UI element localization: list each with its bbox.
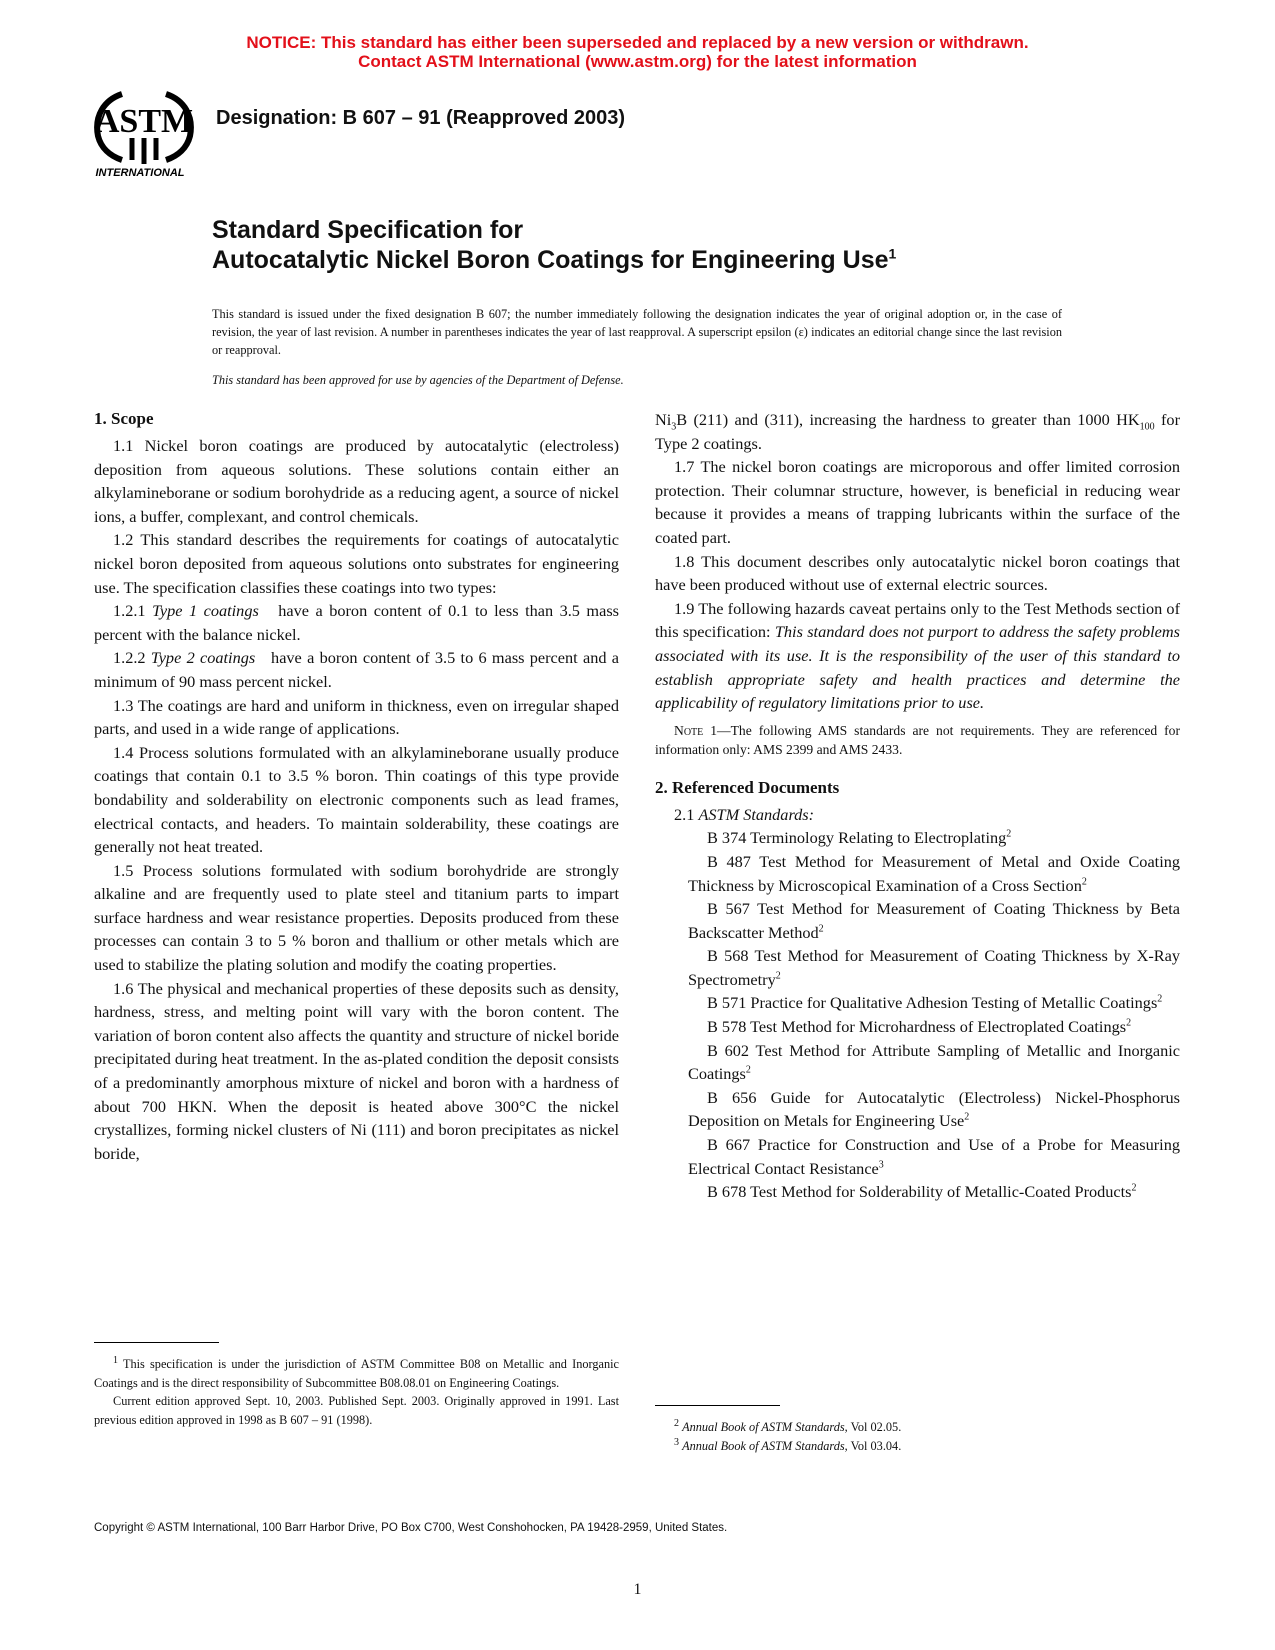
para-1-9-lead: 1.9 The following hazards caveat pertains only to the Test Methods section of this specification:: [655, 598, 1180, 642]
note-1: [655, 721, 1180, 759]
ref-footnote-mark[interactable]: 2: [964, 1112, 970, 1124]
title-text: Autocatalytic Nickel Boron Coatings for Engineering Use: [212, 246, 889, 274]
ref-text: B 567 Test Method for Measurement of Coating Thickness by Beta Backscatter Method: [688, 899, 1180, 942]
left-column: [94, 408, 619, 1165]
footnote-3-mark: 3: [674, 1436, 679, 1448]
ref-footnote-mark[interactable]: 2: [1131, 1182, 1137, 1194]
ref-text: B 667 Practice for Construction and Use of a Probe for Measuring Electrical Contact Resistance: [688, 1135, 1180, 1178]
para-1-2-2: [94, 646, 619, 693]
referenced-documents-heading: 2. Referenced Documents: [655, 777, 840, 797]
sub-label: ASTM Standards:: [698, 804, 815, 824]
hk-subscript: 100: [1139, 421, 1155, 433]
ref-text: B 578 Test Method for Microhardness of Electroplated Coatings: [707, 1017, 1127, 1037]
footnote-divider-left: [94, 1342, 219, 1343]
ref-footnote-mark[interactable]: 2: [818, 923, 824, 935]
copyright-line: Copyright © ASTM International, 100 Barr Harbor Drive, PO Box C700, West Conshohocken, PA 19428-2959, United States.: [94, 1522, 728, 1534]
ref-text: B 678 Test Method for Solderability of Metallic-Coated Products: [707, 1182, 1132, 1202]
sub-num: 2.1: [674, 804, 695, 824]
astm-standards-subheading: [655, 803, 1180, 827]
para-1-2: 1.2 This standard describes the requirements for coatings of autocatalytic nickel boron deposited from aqueous solutions onto substrates for engineering use. The specification classifies these coatings into two types:: [94, 530, 619, 597]
note-text: 1—The following AMS standards are not requirements. They are referenced for information only: AMS 2399 and AMS 2433.: [655, 722, 1180, 757]
reference-item: [674, 991, 1180, 1015]
scope-heading: 1. Scope: [94, 409, 154, 428]
footnotes-left: [94, 1355, 619, 1429]
astm-logo-mark: [92, 86, 196, 180]
footnote-1-edition: Current edition approved Sept. 10, 2003. Published Sept. 2003. Originally approved in 1991. Last previous edition approved in 1998 as B 607 – 91 (1998).: [94, 1394, 619, 1427]
continued-end: for Type 2 coatings.: [655, 410, 1180, 453]
note-label: Note: [674, 722, 704, 738]
footnote-2-title: Annual Book of ASTM Standards: [682, 1420, 845, 1434]
document-title: [212, 215, 896, 275]
reference-item: [674, 1015, 1180, 1039]
astm-logo: [92, 86, 196, 180]
para-1-2-2-term: Type 2 coatings: [150, 648, 256, 668]
title-line-2: [212, 245, 896, 275]
ref-text: B 571 Practice for Qualitative Adhesion Testing of Metallic Coatings: [707, 993, 1158, 1013]
para-1-9: [655, 597, 1180, 715]
title-footnote-ref[interactable]: 1: [888, 245, 897, 262]
footnote-2-mark: 2: [674, 1417, 679, 1429]
ref-footnote-mark[interactable]: 3: [878, 1159, 884, 1171]
designation: Designation: B 607 – 91 (Reapproved 2003): [216, 107, 626, 129]
para-1-2-1-num: 1.2.1: [113, 601, 146, 621]
reference-item: [674, 826, 1180, 850]
ref-footnote-mark[interactable]: 2: [1126, 1017, 1132, 1029]
para-1-5: 1.5 Process solutions formulated with sodium borohydride are strongly alkaline and are frequently used to plate steel and titanium parts to impart surface hardness and wear resistance properties. Deposits produced from these processes can contain 3 to 5 % boron and thallium or other metals which are used to stabilize the plating solution and modify the coating properties.: [94, 860, 619, 975]
para-1-6: 1.6 The physical and mechanical properties of these deposits such as density, hardness, stress, and melting point will vary with the boron content. The variation of boron content also affects the quantity and structure of nickel boride precipitated during heat treatment. In the as-plated condition the deposit consists of a predominantly amorphous mixture of nickel and boron with a hardness of about 700 HKN. When the deposit is heated above 300°C the nickel crystallizes, forming nickel clusters of Ni (111) and boron precipitates as nickel boride,: [94, 978, 619, 1163]
reference-item: [674, 850, 1180, 897]
supersession-notice: [0, 33, 1275, 71]
ref-text: B 656 Guide for Autocatalytic (Electroless) Nickel-Phosphorus Deposition on Metals for Engineering Use: [688, 1087, 1180, 1131]
para-1-1: 1.1 Nickel boron coatings are produced by autocatalytic (electroless) deposition from aqueous solutions. These solutions contain either an alkylamineborane or sodium borohydride as a reducing agent, a source of nickel ions, a buffer, complexant, and control chemicals.: [94, 436, 619, 526]
notice-line-1: NOTICE: This standard has either been superseded and replaced by a new version or withdrawn.: [246, 33, 1029, 52]
ni-text: Ni: [655, 410, 672, 429]
ref-text: B 602 Test Method for Attribute Sampling of Metallic and Inorganic Coatings: [688, 1040, 1180, 1084]
reference-item: [674, 1180, 1180, 1204]
para-1-2-1-text: have a boron content of 0.1 to less than 3.5 mass percent with the balance nickel.: [94, 601, 619, 644]
ref-footnote-mark[interactable]: 2: [775, 970, 781, 982]
ref-footnote-mark[interactable]: 2: [745, 1064, 751, 1076]
notice-line-2: Contact ASTM International (www.astm.org) for the latest information: [358, 52, 917, 71]
footnote-3-title: Annual Book of ASTM Standards: [682, 1438, 845, 1453]
footnote-1-text: This specification is under the jurisdiction of ASTM Committee B08 on Metallic and Inorganic Coatings and is the direct responsibility of Subcommittee B08.08.01 on Engineering Coatings.: [94, 1357, 619, 1390]
footnote-2-volume: , Vol 02.05.: [844, 1420, 902, 1434]
footnote-2: [655, 1418, 1180, 1437]
ref-footnote-mark[interactable]: 2: [1157, 994, 1163, 1006]
footnote-3-volume: , Vol 03.04.: [844, 1438, 902, 1453]
ref-text: B 568 Test Method for Measurement of Coating Thickness by X-Ray Spectrometry: [688, 946, 1180, 989]
reference-item: [674, 1039, 1180, 1086]
para-1-3: 1.3 The coatings are hard and uniform in thickness, even on irregular shaped parts, and used in a wide range of applications.: [94, 695, 619, 739]
para-1-2-2-num: 1.2.2: [113, 648, 146, 668]
footnote-1-mark: 1: [113, 1354, 118, 1366]
para-1-4: 1.4 Process solutions formulated with an alkylamineborane usually produce coatings that contain 0.1 to 3.5 % boron. Thin coatings of this type provide bondability and solderability on electronic components such as lead frames, electrical contacts, and headers. To maintain solderability, these coatings are generally not heat treated.: [94, 742, 619, 857]
footnote-3: [655, 1437, 1180, 1456]
reference-item: [674, 1086, 1180, 1133]
dod-approval: This standard has been approved for use by agencies of the Department of Defense.: [212, 373, 624, 387]
ref-footnote-mark[interactable]: 2: [1081, 876, 1087, 888]
para-1-8: 1.8 This document describes only autocatalytic nickel boron coatings that have been produced without use of external electric sources.: [655, 551, 1180, 595]
ref-text: B 374 Terminology Relating to Electroplating: [707, 828, 1007, 848]
ref-footnote-mark[interactable]: 2: [1006, 828, 1012, 840]
para-1-2-1: [94, 599, 619, 646]
logo-international-text: INTERNATIONAL: [95, 167, 185, 179]
reference-list: [655, 826, 1180, 1204]
para-1-2-2-text: have a boron content of 3.5 to 6 mass percent and a minimum of 90 mass percent nickel.: [94, 648, 619, 691]
reference-item: [674, 944, 1180, 991]
ni-subscript: 3: [671, 421, 677, 433]
footnote-1: [94, 1355, 619, 1392]
continued-text: B (211) and (311), increasing the hardness to greater than 1000 HK: [676, 410, 1140, 429]
para-1-2-1-term: Type 1 coatings: [152, 601, 259, 621]
title-line-1: Standard Specification for: [212, 216, 524, 244]
footnotes-right: [655, 1418, 1180, 1455]
right-column: [655, 408, 1180, 1204]
para-1-6-continued: [655, 408, 1180, 455]
page-number: 1: [633, 1581, 642, 1598]
para-1-7: 1.7 The nickel boron coatings are microporous and offer limited corrosion protection. Their columnar structure, however, is beneficial in reducing wear because it provides a means of trapping lubricants within the surface of the coated part.: [655, 457, 1180, 547]
reference-item: [674, 897, 1180, 944]
ref-text: B 487 Test Method for Measurement of Metal and Oxide Coating Thickness by Microscopical Examination of a Cross Section: [688, 851, 1180, 895]
logo-letters: ASTM: [94, 103, 194, 140]
footnote-divider-right: [655, 1405, 780, 1406]
para-1-9-caveat: This standard does not purport to address the safety problems associated with its use. It is the responsibility of the user of this standard to establish appropriate safety and health practices and determine the applicability of regulatory limitations prior to use.: [655, 622, 1181, 713]
reference-item: [674, 1133, 1180, 1180]
issuance-paragraph: This standard is issued under the fixed designation B 607; the number immediately following the designation indicates the year of original adoption or, in the case of revision, the year of last revision. A number in parentheses indicates the year of last reapproval. A superscript epsilon (ε) indicates an editorial change since the last revision or reapproval.: [212, 307, 1062, 357]
